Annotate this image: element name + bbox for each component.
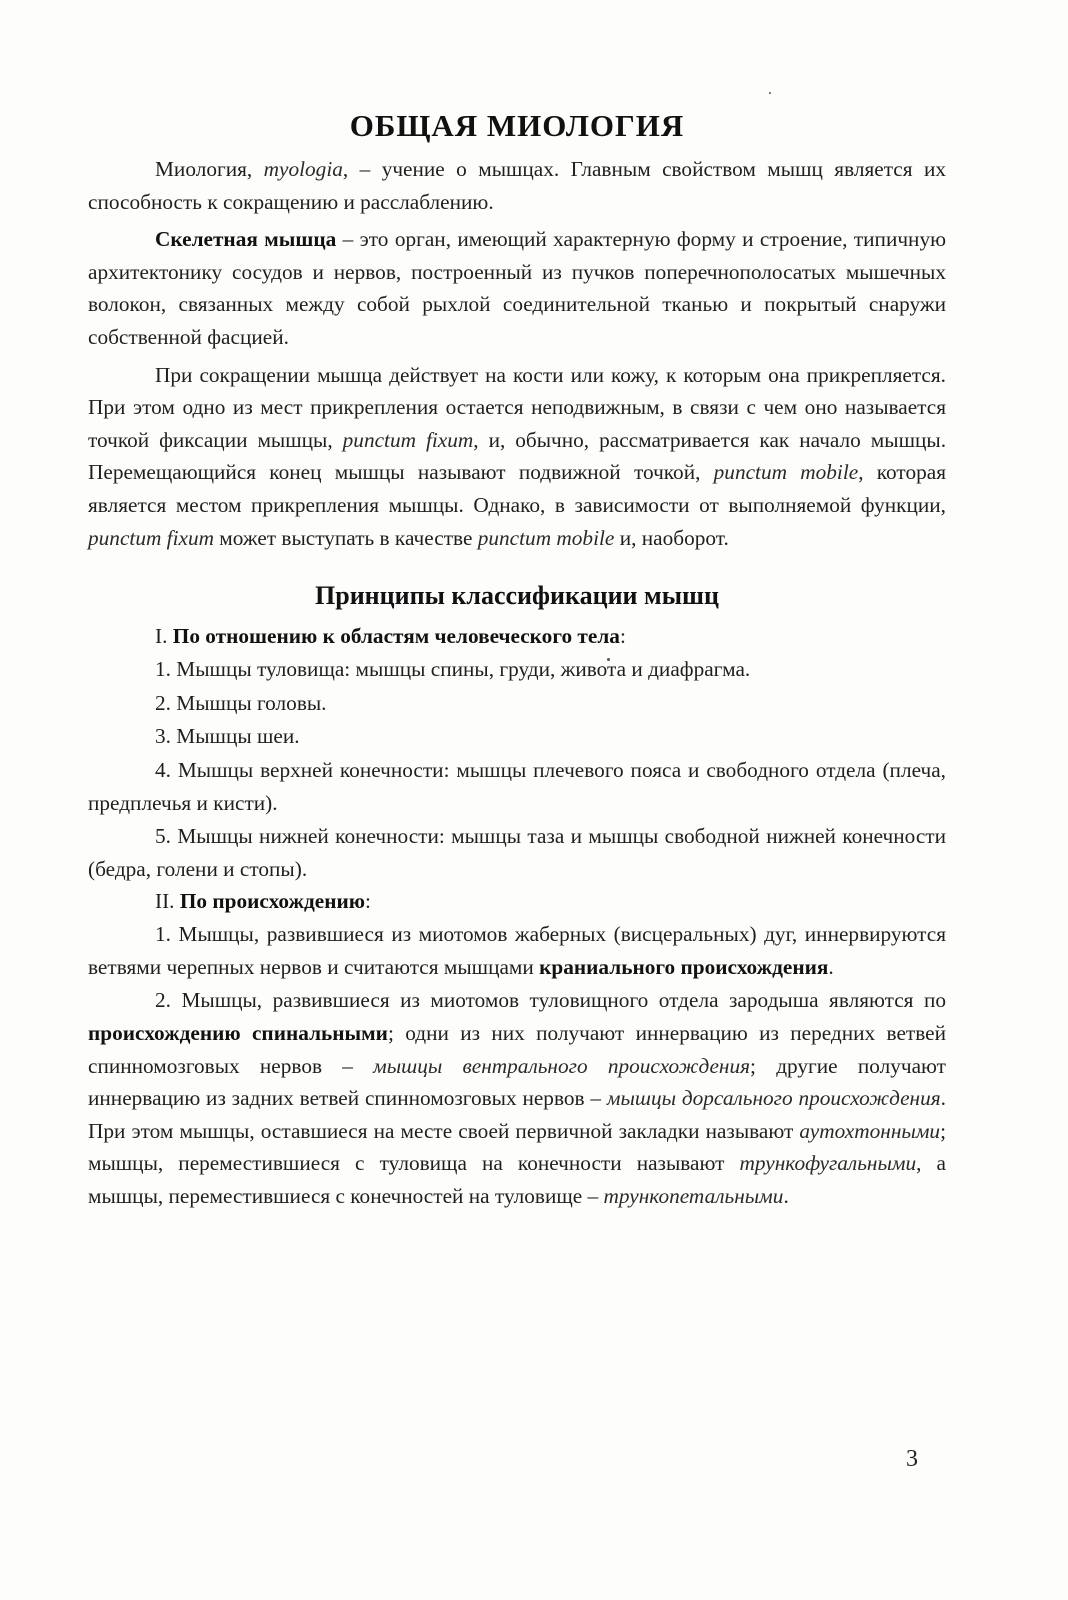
intro-paragraph: Миология, myologia, – учение о мышцах. Главным свойством мышц является их способность к сокращению и расслаблению. — [88, 157, 946, 214]
list-item: 1. Мышцы, развившиеся из миотомов жаберных (висцеральных) дуг, иннервируются ветвями черепных нервов и считаются мышцами краниального происхождения. — [88, 922, 946, 979]
page-title: ОБЩАЯ МИОЛОГИЯ — [349, 108, 685, 143]
list-item: 2. Мышцы, развившиеся из миотомов туловищного отдела зародыша являются по происхождению спинальными; одни из них получают иннервацию из передних ветвей спинномозговых нервов – мышцы вентрального происхождения; другие получают иннервацию из задних ветвей спинномозговых нервов – мышцы дорсального происхождения. При этом мышцы, оставшиеся на месте своей первичной закладки называют аутохтонными; мышцы, переместившиеся с туловища на конечности называют трункофугальными, а мышцы, переместившиеся с конечностей на туловище – трункопетальными. — [88, 988, 946, 1209]
section-2-heading: II. По происхождению: — [155, 889, 371, 914]
list-item: 4. Мышцы верхней конечности: мышцы плечевого пояса и свободного отдела (плеча, предплечья и кисти). — [88, 757, 946, 815]
page-number: 3 — [906, 1446, 918, 1472]
list-item: 2. Мышцы головы. — [155, 690, 327, 715]
list-item: 3. Мышцы шеи. — [155, 724, 300, 749]
contraction-paragraph: При сокращении мышца действует на кости или кожу, к которым она прикрепляется. При этом одно из мест прикрепления остается неподвижным, в связи с чем оно называется точкой фиксации мышцы, punctum fixum, и, обычно, рассматривается как начало мышцы. Перемещающийся конец мышцы называют подвижной точкой, punctum mobile, которая является местом прикрепления мышцы. Однако, в зависимости от выполняемой функции, punctum fixum может выступать в качестве punctum mobile и, наоборот. — [88, 362, 947, 550]
term-punctum-fixum: punctum fixum — [342, 427, 474, 452]
section-1-heading: I. По отношению к областям человеческого тела: — [155, 624, 626, 649]
scan-speck — [769, 92, 771, 94]
term-punctum-fixum: punctum fixum — [88, 525, 214, 550]
section-heading: Принципы классификации мышц — [315, 581, 719, 611]
term-punctum-mobile: punctum mobile — [713, 460, 859, 485]
skeletal-muscle-paragraph: Скелетная мышца – это орган, имеющий характерную форму и строение, типичную архитектонику сосудов и нервов, построенный из пучков поперечнополосатых мышечных волокон, связанных между собой рыхлой соединительной тканью и покрытый снаружи собственной фасцией. — [88, 227, 947, 349]
list-item: 5. Мышцы нижней конечности: мышцы таза и мышцы свободной нижней конечности (бедра, голени и стопы). — [88, 824, 946, 881]
list-item: 1. Мышцы туловища: мышцы спины, груди, живота и диафрагма. — [155, 657, 751, 682]
term-myologia: myologia — [263, 157, 343, 181]
term-skeletal-muscle: Скелетная мышца — [155, 227, 337, 252]
term-punctum-mobile: punctum mobile — [477, 525, 615, 550]
document-body — [88, 108, 946, 1213]
